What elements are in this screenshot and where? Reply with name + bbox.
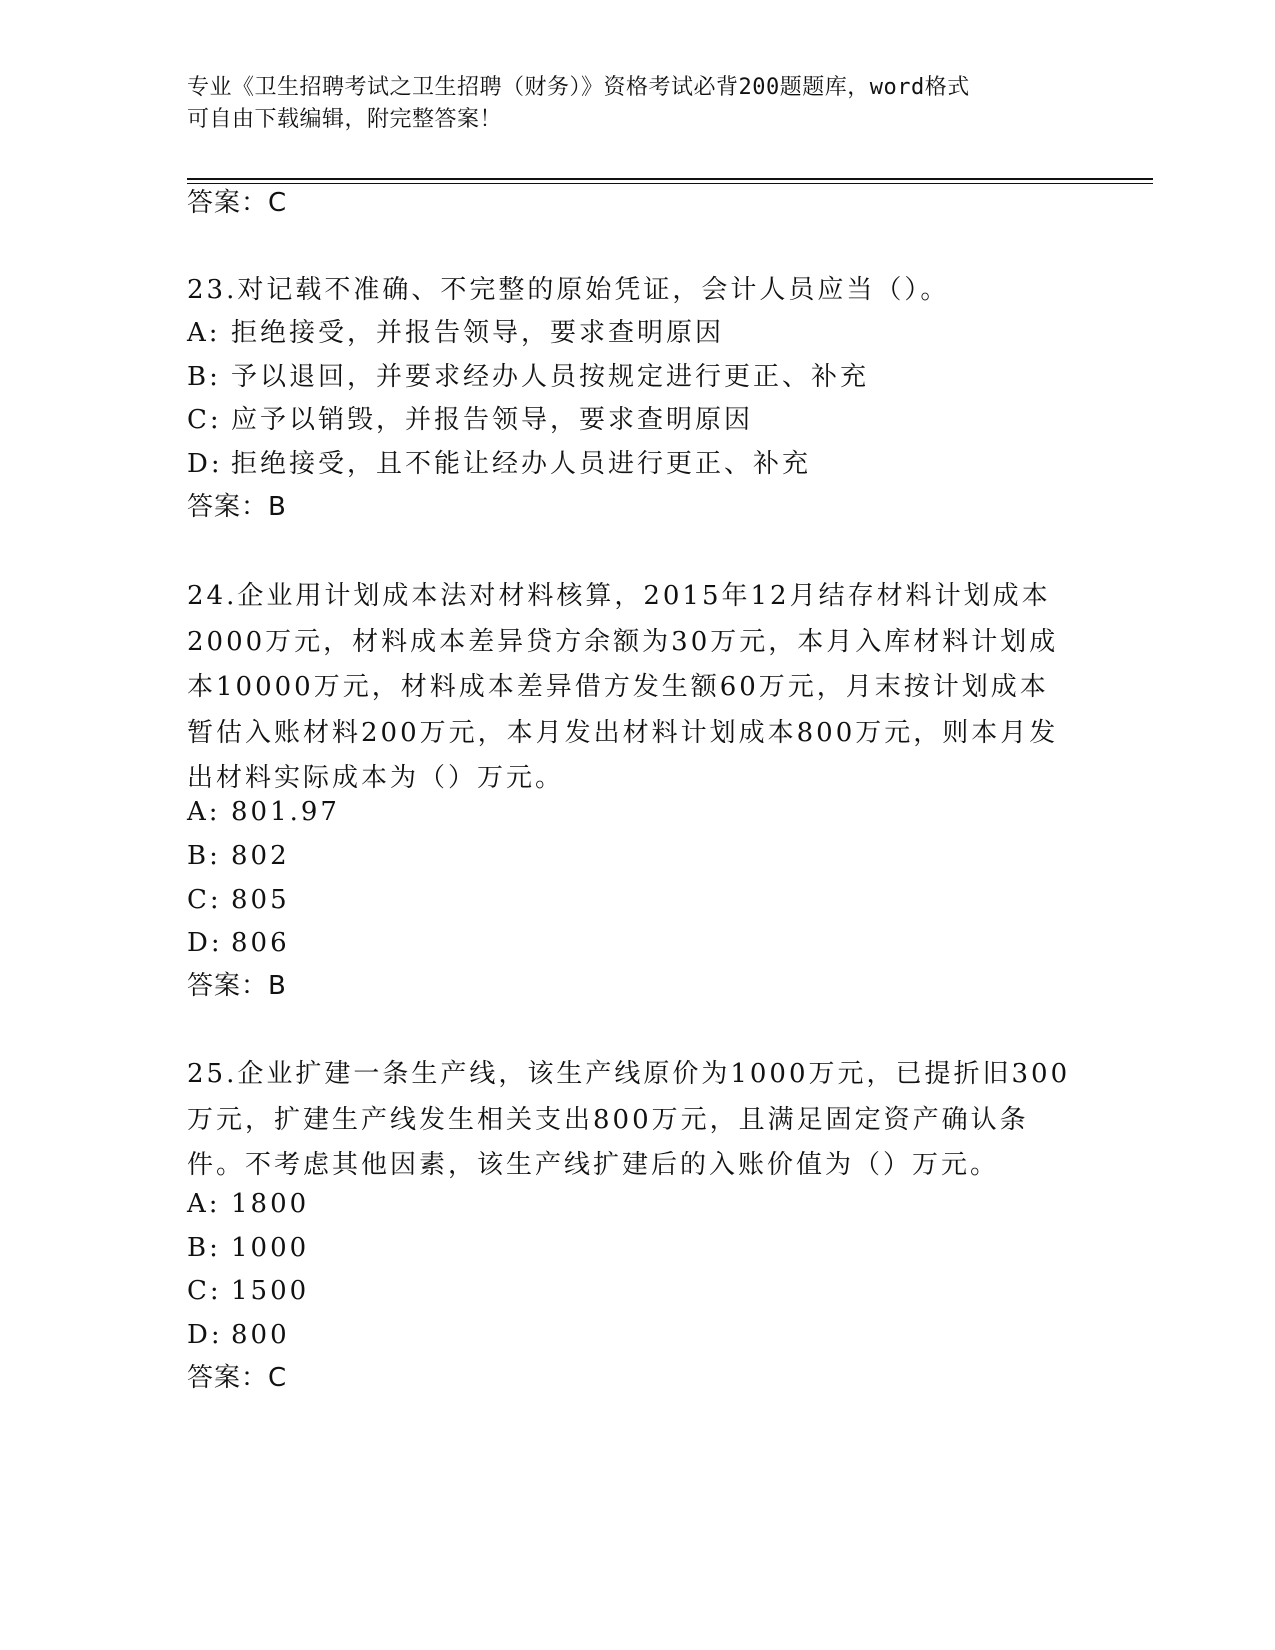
question-25-stem: 25.企业扩建一条生产线，该生产线原价为1000万元，已提折旧300万元，扩建生产线发生相关支出800万元，且满足固定资产确认条件。不考虑其他因素，该生产线扩建后的入账价值为（）万元。 bbox=[187, 1059, 1071, 1180]
option-text: 拒绝接受，并报告领导，要求查明原因 bbox=[231, 318, 725, 348]
question-24-option-a bbox=[187, 794, 340, 830]
question-24-answer: 答案：B bbox=[187, 971, 287, 1001]
option-letter: C: bbox=[187, 405, 222, 435]
option-letter: A: bbox=[187, 1189, 221, 1219]
previous-answer: 答案：C bbox=[187, 188, 288, 218]
question-24-stem: 24.企业用计划成本法对材料核算，2015年12月结存材料计划成本2000万元，材料成本差异贷方余额为30万元，本月入库材料计划成本10000万元，材料成本差异借方发生额60万元，月末按计划成本暂估入账材料200万元，本月发出材料计划成本800万元，则本月发出材料实际成本为（）万元。 bbox=[187, 581, 1059, 793]
option-text: 应予以销毁，并报告领导，要求查明原因 bbox=[231, 405, 754, 435]
option-letter: D: bbox=[187, 928, 223, 958]
option-text: 800 bbox=[231, 1320, 290, 1350]
question-24-option-b bbox=[187, 838, 290, 874]
question-25-option-a bbox=[187, 1186, 309, 1222]
question-23-option-b bbox=[187, 359, 869, 395]
option-letter: D: bbox=[187, 449, 223, 479]
option-letter: D: bbox=[187, 1320, 223, 1350]
option-letter: B: bbox=[187, 841, 221, 871]
question-23-option-a bbox=[187, 315, 724, 351]
option-letter: C: bbox=[187, 885, 222, 915]
option-text: 802 bbox=[231, 841, 290, 871]
header-line-1: 专业《卫生招聘考试之卫生招聘（财务）》资格考试必背200题题库，word格式 bbox=[187, 75, 970, 100]
option-letter: A: bbox=[187, 797, 221, 827]
question-25-option-c bbox=[187, 1273, 309, 1309]
header-line-2: 可自由下载编辑，附完整答案！ bbox=[187, 107, 503, 132]
option-text: 予以退回，并要求经办人员按规定进行更正、补充 bbox=[231, 362, 870, 392]
option-text: 1500 bbox=[231, 1276, 310, 1306]
option-text: 1000 bbox=[231, 1233, 310, 1263]
question-23-stem: 23.对记载不准确、不完整的原始凭证，会计人员应当（）。 bbox=[187, 275, 950, 305]
option-letter: B: bbox=[187, 362, 221, 392]
header-divider-thick bbox=[187, 178, 1153, 180]
question-23-option-d bbox=[187, 446, 811, 482]
question-25-option-b bbox=[187, 1230, 309, 1266]
question-24-option-d bbox=[187, 925, 290, 961]
question-23-answer: 答案：B bbox=[187, 492, 287, 522]
option-letter: B: bbox=[187, 1233, 221, 1263]
page-header bbox=[187, 72, 1067, 136]
option-text: 805 bbox=[231, 885, 290, 915]
question-25-option-d bbox=[187, 1317, 290, 1353]
option-letter: A: bbox=[187, 318, 221, 348]
option-text: 拒绝接受，且不能让经办人员进行更正、补充 bbox=[231, 449, 812, 479]
option-text: 1800 bbox=[231, 1189, 310, 1219]
option-letter: C: bbox=[187, 1276, 222, 1306]
question-23-option-c bbox=[187, 402, 753, 438]
option-text: 806 bbox=[231, 928, 290, 958]
question-24-option-c bbox=[187, 882, 290, 918]
header-divider-thin bbox=[187, 183, 1153, 184]
question-25-answer: 答案：C bbox=[187, 1363, 288, 1393]
option-text: 801.97 bbox=[231, 797, 340, 827]
